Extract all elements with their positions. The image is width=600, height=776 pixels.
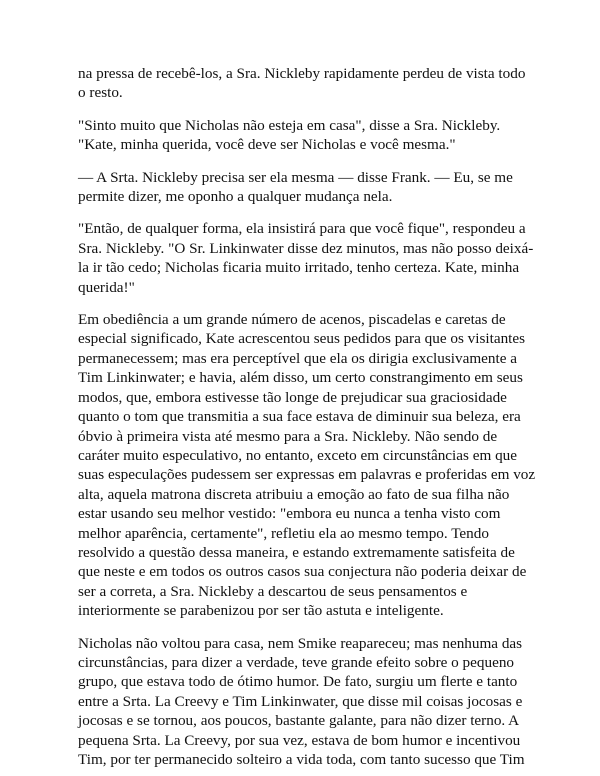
paragraph-5: Em obediência a um grande número de acenos, piscadelas e caretas de especial significado, Kate acrescentou seus pedidos para que os visitantes permanecessem; mas era perceptível que ela os dirigia exclusivamente a Tim Linkinwater; e havia, além disso, um certo constrangimento em seus modos, que, embora estivesse tão longe de prejudicar sua graciosidade quanto o tom que transmitia a sua face estava de diminuir sua beleza, era óbvio à primeira vista até mesmo para a Sra. Nickleby. Não sendo de caráter muito especulativo, no entanto, exceto em circunstâncias em que suas especulações pudessem ser expressas em palavras e proferidas em voz alta, aquela matrona discreta atribuiu a emoção ao fato de sua filha não estar usando seu melhor vestido: "embora eu nunca a tenha visto com melhor aparência, certamente", refletiu ela ao mesmo tempo. Tendo resolvido a questão dessa maneira, e estando extremamente satisfeita de que neste e em todos os outros casos sua conjectura não poderia deixar de ser a correta, a Sra. Nickleby a descartou de seus pensamentos e interiormente se parabenizou por ser tão astuta e inteligente. (78, 311, 536, 620)
paragraph-6: Nicholas não voltou para casa, nem Smike reapareceu; mas nenhuma das circunstâncias, para dizer a verdade, teve grande efeito sobre o pequeno grupo, que estava todo de ótimo humor. De fato, surgiu um flerte e tanto entre a Srta. La Creevy e Tim Linkinwater, que disse mil coisas jocosas e jocosas e se tornou, aos poucos, bastante galante, para não dizer terno. A pequena Srta. La Creevy, por sua vez, estava de bom humor e incentivou Tim, por ter permanecido solteiro a vida toda, com tanto sucesso que Tim (78, 634, 525, 768)
paragraph-4: "Então, de qualquer forma, ela insistirá para que você fique", respondeu a Sra. Nickleby. "O Sr. Linkinwater disse dez minutos, mas não posso deixá-la ir tão cedo; Nicholas ficaria muito irritado, tenho certeza. Kate, minha querida!" (78, 220, 534, 296)
paragraph-3: — A Srta. Nickleby precisa ser ela mesma — disse Frank. — Eu, se me permite dizer, me oponho a qualquer mudança nela. (78, 168, 513, 206)
paragraph-1: na pressa de recebê-los, a Sra. Nickleby rapidamente perdeu de vista todo o resto. (78, 65, 526, 102)
document-page (78, 64, 536, 769)
paragraph-2: "Sinto muito que Nicholas não esteja em casa", disse a Sra. Nickleby. "Kate, minha querida, você deve ser Nicholas e você mesma." (78, 116, 501, 154)
